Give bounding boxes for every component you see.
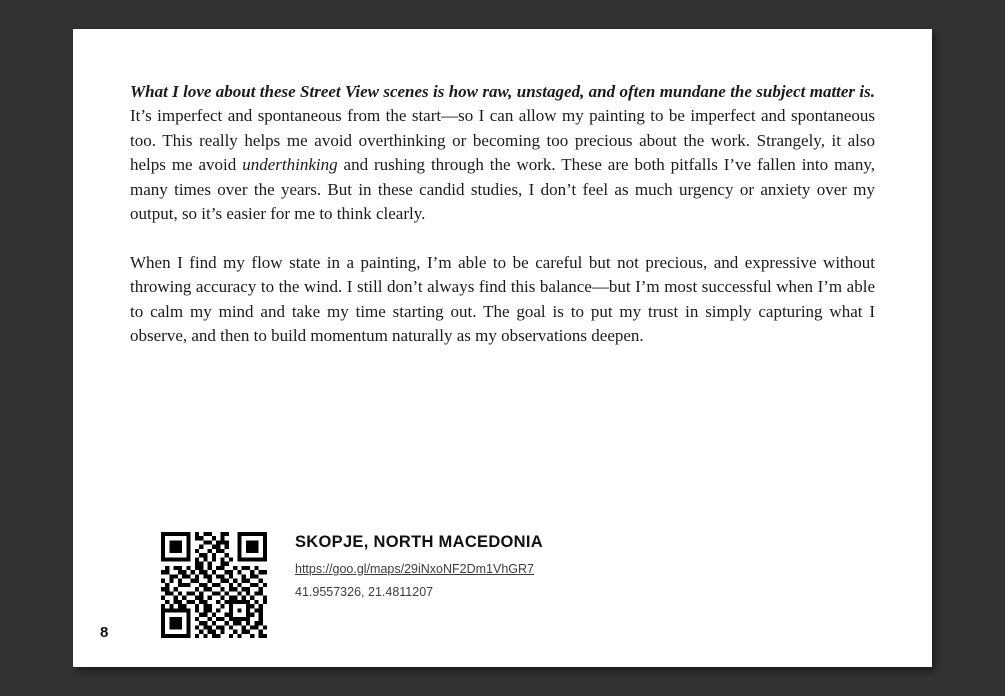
map-link[interactable]: https://goo.gl/maps/29iNxoNF2Dm1VhGR7 <box>295 562 534 576</box>
paragraph-1 <box>130 80 875 226</box>
location-coordinates: 41.9557326, 21.4811207 <box>295 585 434 599</box>
paragraph-1-text: It’s imperfect and spontaneous from the start—so I can allow my painting to be imperfect and spontaneous too. This really helps me avoid overthinking or becoming too precious about the work. Strangely, it also helps me avoid <box>130 106 875 175</box>
paragraph-1-lead-sentence: What I love about these Street View scenes is how raw, unstaged, and often mundane the subject matter is. <box>130 82 875 101</box>
paragraph-2: When I find my flow state in a painting, I’m able to be careful but not precious, and expressive without throwing accuracy to the wind. I still don’t always find this balance—but I’m most successful when I’m able to calm my mind and take my time starting out. The goal is to put my trust in simply capturing what I observe, and then to build momentum naturally as my observations deepen. <box>130 252 875 346</box>
qr-code-icon <box>161 532 267 638</box>
location-title: SKOPJE, NORTH MACEDONIA <box>295 533 544 551</box>
location-block <box>295 533 543 599</box>
paragraph-1-text-end: and rushing through the work. These are both pitfalls I’ve fallen into many, many times over the years. But in these candid studies, I don’t feel as much urgency or anxiety over my output, so it’s easier for me to think clearly. <box>130 155 875 224</box>
document-page <box>73 29 932 667</box>
paragraph-1-italic-word: underthinking <box>242 155 338 175</box>
page-number: 8 <box>100 624 109 641</box>
body-text <box>130 80 875 348</box>
